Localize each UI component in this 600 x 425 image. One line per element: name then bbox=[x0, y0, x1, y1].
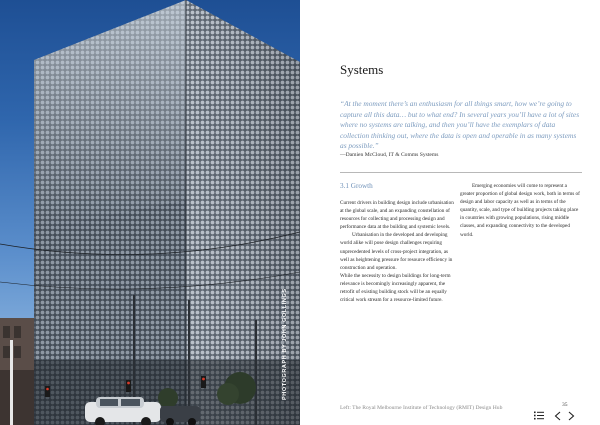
pull-quote: “At the moment there’s an enthusiasm for all things smart, how we’re going to capture all this data… but to what end? In several years you’ll have a lot of sites where no systems are talking, and then you’ll have the exemplars of data collection thinking out, where the data is open and operable in as many systems as possible.” bbox=[340, 99, 580, 151]
photo-caption: Left: The Royal Melbourne Institute of Technology (RMIT) Design Hub bbox=[340, 405, 503, 411]
chevron-right-icon bbox=[568, 411, 575, 421]
body-column-left bbox=[340, 199, 458, 304]
text-page bbox=[300, 0, 600, 425]
body-column-right bbox=[460, 182, 580, 239]
body-paragraph: Urbanisation in the developed and developing world alike will pose design challenges requiring unprecedented levels of cross-project integration, as well as heightening pressure for resource efficiency in construction and operation. bbox=[340, 232, 453, 271]
photo-credit: PHOTOGRAPH BY JOHN GOLLINGS bbox=[282, 288, 288, 400]
page-number: 35 bbox=[562, 402, 568, 408]
quote-attribution: —Damien McCloud, IT & Comms Systems bbox=[340, 152, 439, 158]
section-divider bbox=[340, 172, 582, 173]
menu-button[interactable] bbox=[533, 410, 544, 421]
page-title: Systems bbox=[340, 62, 384, 77]
body-paragraph: While the necessity to design buildings for long-term relevance is becomingly increasingly apparent, the retrofit of existing building stock will be an equally critical work stream for a resource-limited future. bbox=[340, 272, 451, 304]
previous-page-button[interactable] bbox=[552, 410, 562, 421]
body-paragraph: Current drivers in building design include urbanisation at the global scale, and an expanding constellation of resources for collecting and processing design and performance data at the building and systemic levels. bbox=[340, 200, 454, 231]
next-page-button[interactable] bbox=[566, 410, 576, 421]
body-paragraph: Emerging economies will come to represent a greater proportion of global design work, both in terms of design and labor capacity as well as in terms of the quantity, scale, and type of building projects taking place in countries with growing populations, rising middle classes, and expanding connectivity to the developed world. bbox=[460, 183, 580, 238]
list-menu-icon bbox=[534, 411, 544, 420]
section-heading: 3.1 Growth bbox=[340, 182, 373, 190]
chevron-left-icon bbox=[554, 411, 561, 421]
